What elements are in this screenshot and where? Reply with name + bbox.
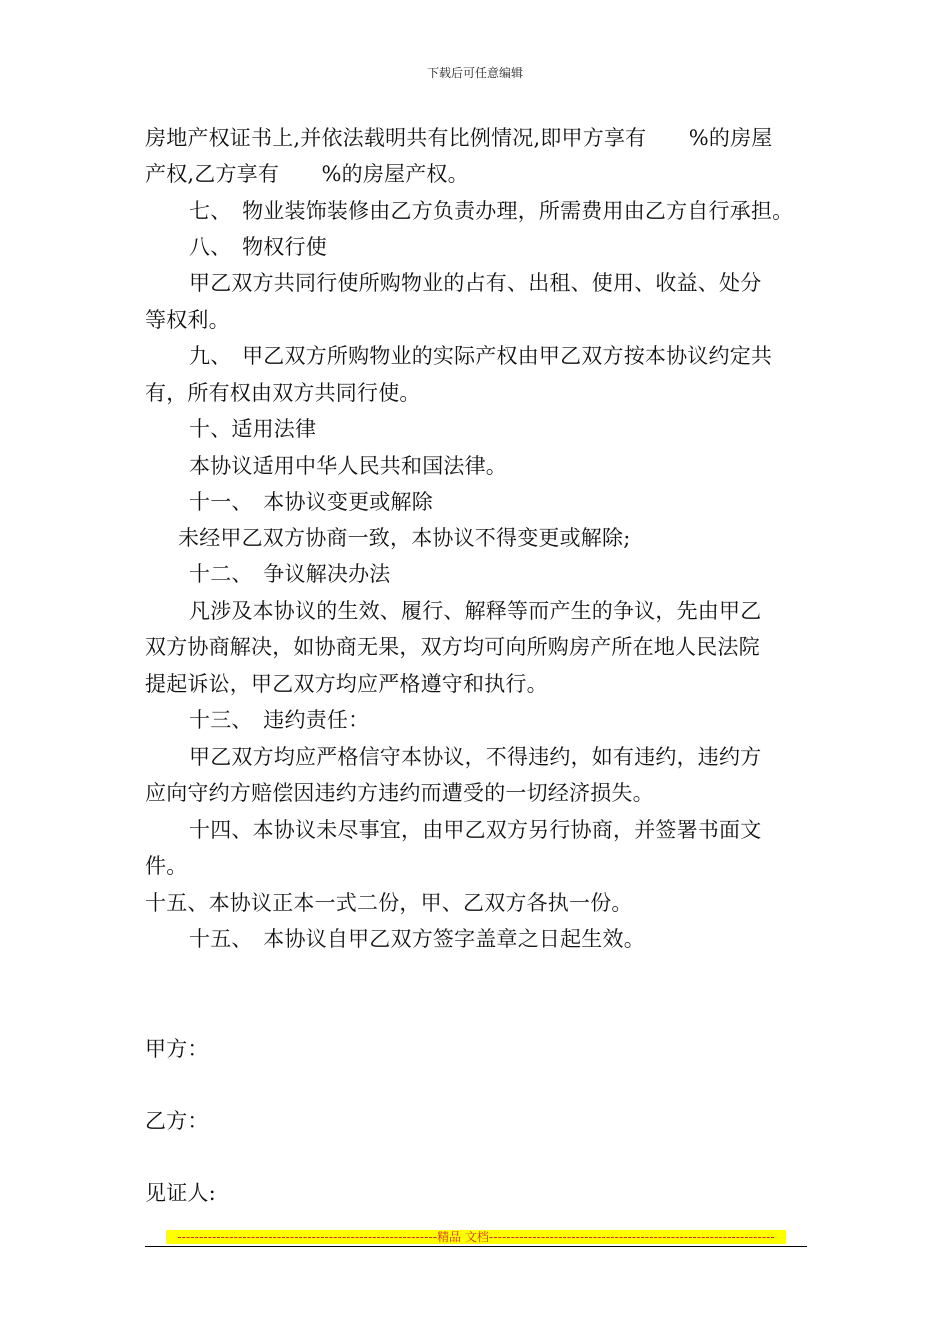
body-line: 凡涉及本协议的生效、履行、解释等而产生的争议，先由甲乙	[189, 599, 762, 623]
body-line: 甲乙双方共同行使所购物业的占有、出租、使用、收益、处分	[189, 271, 762, 295]
clause-11-heading: 十一、 本协议变更或解除	[189, 490, 433, 514]
body-line: 双方协商解决，如协商无果，双方均可向所购房产所在地人民法院	[145, 635, 760, 659]
party-a-label: 甲方：	[145, 1037, 209, 1061]
header-note: 下载后可任意编辑	[426, 66, 523, 80]
body-line: 应向守约方赔偿因违约方违约而遭受的一切经济损失。	[145, 781, 654, 805]
body-line: 产权,乙方享有 %的房屋产权。	[145, 162, 469, 186]
body-line: 甲乙双方均应严格信守本协议，不得违约，如有违约，违约方	[189, 745, 762, 769]
witness-label: 见证人:	[145, 1181, 216, 1205]
party-b-label: 乙方：	[145, 1109, 209, 1133]
clause-8-heading: 八、 物权行使	[189, 235, 327, 259]
body-line: 有，所有权由双方共同行使。	[145, 381, 421, 405]
clause-15: 十五、本协议正本一式二份，甲、乙双方各执一份。	[145, 891, 633, 915]
clause-14: 十四、本协议未尽事宜，由甲乙双方另行协商，并签署书面文	[189, 818, 762, 842]
footer-divider	[145, 1246, 807, 1247]
body-line: 等权利。	[145, 308, 230, 332]
clause-7: 七、 物业装饰装修由乙方负责办理，所需费用由乙方自行承担。	[189, 199, 794, 223]
clause-15-effective: 十五、 本协议自甲乙双方签字盖章之日起生效。	[189, 927, 645, 951]
body-line: 提起诉讼，甲乙双方均应严格遵守和执行。	[145, 672, 548, 696]
body-line: 房地产权证书上,并依法载明共有比例情况,即甲方享有 %的房屋	[145, 126, 773, 150]
footer-text: ------------------------------------------------------------精品 文档------------------------------------------------------------------	[177, 1230, 775, 1244]
body-line: 件。	[145, 854, 188, 878]
clause-13-heading: 十三、 违约责任：	[189, 708, 370, 732]
clause-10-heading: 十、适用法律	[189, 417, 317, 441]
body-line: 本协议适用中华人民共和国法律。	[189, 454, 507, 478]
clause-9: 九、 甲乙双方所购物业的实际产权由甲乙双方按本协议约定共	[189, 344, 773, 368]
body-line: 未经甲乙双方协商一致，本协议不得变更或解除;	[178, 526, 631, 550]
clause-12-heading: 十二、 争议解决办法	[189, 562, 391, 586]
